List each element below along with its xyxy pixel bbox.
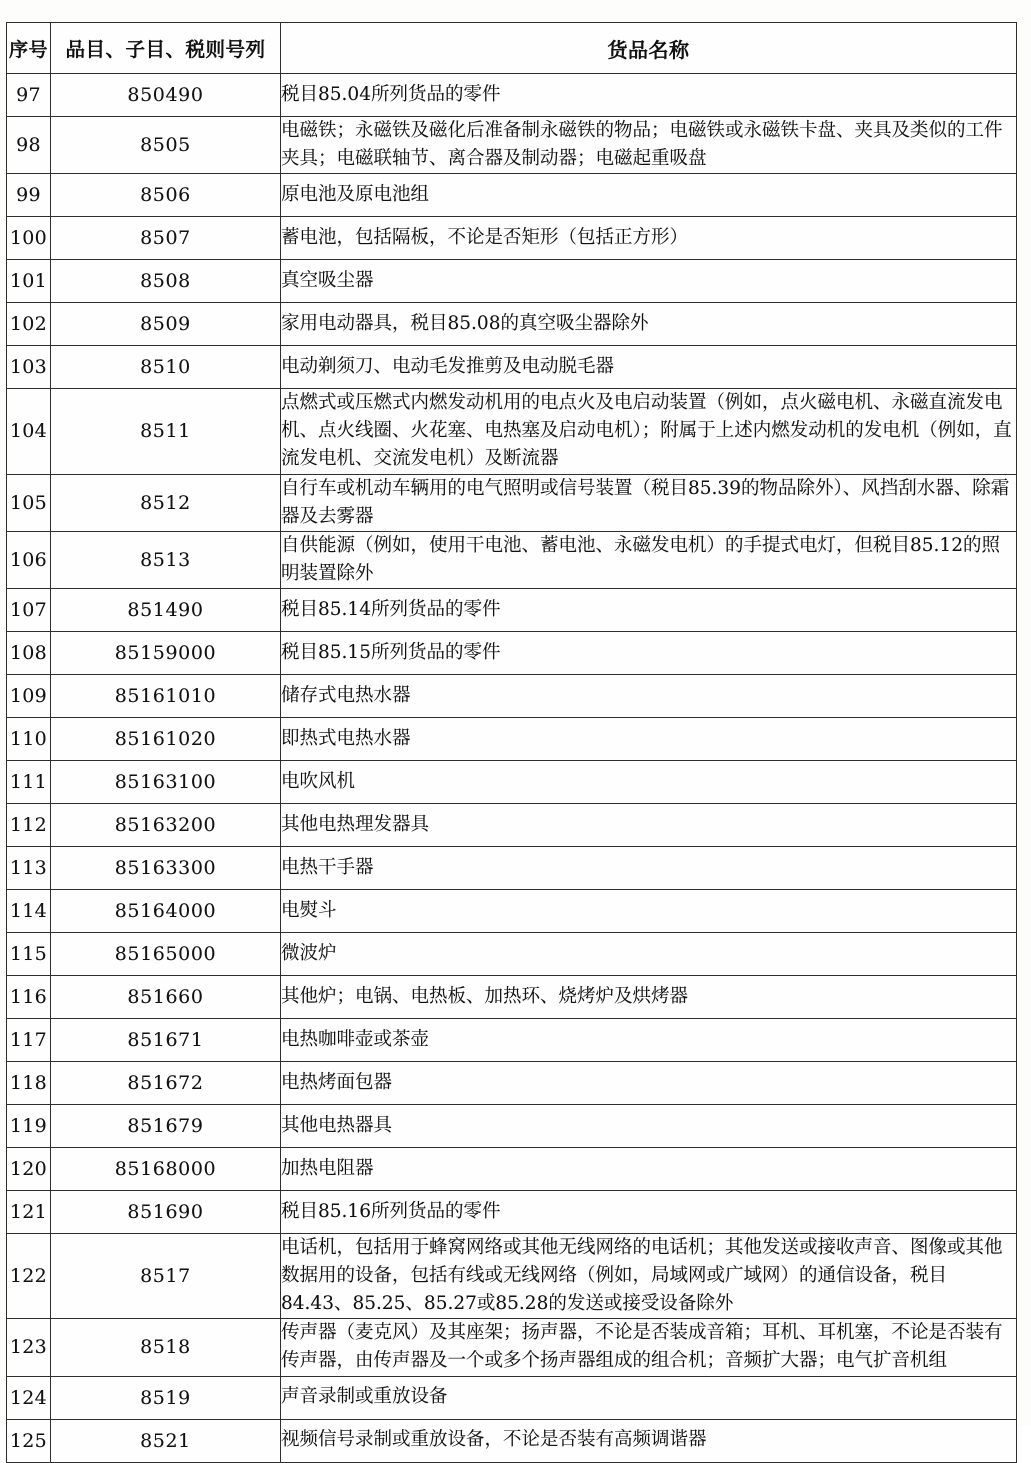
table-row bbox=[7, 260, 1017, 303]
table-row bbox=[7, 174, 1017, 217]
cell-goods-name: 即热式电热水器 bbox=[281, 717, 1017, 760]
cell-tariff-code: 8506 bbox=[51, 174, 281, 217]
table-row bbox=[7, 217, 1017, 260]
cell-sequence: 115 bbox=[7, 932, 51, 975]
cell-goods-name: 税目85.15所列货品的零件 bbox=[281, 631, 1017, 674]
table-row bbox=[7, 389, 1017, 474]
cell-goods-name: 电热烤面包器 bbox=[281, 1061, 1017, 1104]
cell-goods-name: 加热电阻器 bbox=[281, 1147, 1017, 1190]
cell-tariff-code: 85168000 bbox=[51, 1147, 281, 1190]
cell-tariff-code: 85161010 bbox=[51, 674, 281, 717]
table-row bbox=[7, 889, 1017, 932]
cell-tariff-code: 85165000 bbox=[51, 932, 281, 975]
cell-goods-name: 电磁铁；永磁铁及磁化后准备制永磁铁的物品；电磁铁或永磁铁卡盘、夹具及类似的工件夹具；电磁联轴节、离合器及制动器；电磁起重吸盘 bbox=[281, 117, 1017, 174]
cell-sequence: 102 bbox=[7, 303, 51, 346]
cell-sequence: 108 bbox=[7, 631, 51, 674]
cell-sequence: 98 bbox=[7, 117, 51, 174]
cell-sequence: 122 bbox=[7, 1233, 51, 1318]
cell-goods-name: 电话机，包括用于蜂窝网络或其他无线网络的电话机；其他发送或接收声音、图像或其他数据用的设备，包括有线或无线网络（例如，局域网或广域网）的通信设备，税目84.43、85.25、85.27或85.28的发送或接受设备除外 bbox=[281, 1233, 1017, 1318]
cell-tariff-code: 8510 bbox=[51, 346, 281, 389]
cell-sequence: 121 bbox=[7, 1190, 51, 1233]
cell-goods-name: 税目85.14所列货品的零件 bbox=[281, 588, 1017, 631]
cell-goods-name: 微波炉 bbox=[281, 932, 1017, 975]
cell-sequence: 99 bbox=[7, 174, 51, 217]
table-row bbox=[7, 1018, 1017, 1061]
cell-goods-name: 税目85.16所列货品的零件 bbox=[281, 1190, 1017, 1233]
cell-goods-name: 储存式电热水器 bbox=[281, 674, 1017, 717]
cell-goods-name: 电熨斗 bbox=[281, 889, 1017, 932]
table-row bbox=[7, 674, 1017, 717]
cell-sequence: 114 bbox=[7, 889, 51, 932]
table-row bbox=[7, 1104, 1017, 1147]
cell-sequence: 112 bbox=[7, 803, 51, 846]
cell-goods-name: 声音录制或重放设备 bbox=[281, 1376, 1017, 1419]
cell-tariff-code: 8512 bbox=[51, 474, 281, 531]
column-header-sequence: 序号 bbox=[7, 23, 51, 74]
cell-sequence: 113 bbox=[7, 846, 51, 889]
cell-goods-name: 其他炉；电锅、电热板、加热环、烧烤炉及烘烤器 bbox=[281, 975, 1017, 1018]
table-header bbox=[7, 23, 1017, 74]
cell-tariff-code: 851679 bbox=[51, 1104, 281, 1147]
header-row bbox=[7, 23, 1017, 74]
cell-goods-name: 原电池及原电池组 bbox=[281, 174, 1017, 217]
table-body bbox=[7, 74, 1017, 1463]
table-row bbox=[7, 474, 1017, 531]
cell-goods-name: 自行车或机动车辆用的电气照明或信号装置（税目85.39的物品除外）、风挡刮水器、除霜器及去雾器 bbox=[281, 474, 1017, 531]
cell-sequence: 104 bbox=[7, 389, 51, 474]
cell-goods-name: 电热干手器 bbox=[281, 846, 1017, 889]
cell-sequence: 111 bbox=[7, 760, 51, 803]
cell-goods-name: 蓄电池，包括隔板，不论是否矩形（包括正方形） bbox=[281, 217, 1017, 260]
table-row bbox=[7, 760, 1017, 803]
cell-tariff-code: 85163100 bbox=[51, 760, 281, 803]
cell-sequence: 124 bbox=[7, 1376, 51, 1419]
cell-tariff-code: 8507 bbox=[51, 217, 281, 260]
cell-tariff-code: 85161020 bbox=[51, 717, 281, 760]
cell-tariff-code: 8517 bbox=[51, 1233, 281, 1318]
cell-goods-name: 其他电热器具 bbox=[281, 1104, 1017, 1147]
cell-sequence: 117 bbox=[7, 1018, 51, 1061]
table-row bbox=[7, 1190, 1017, 1233]
cell-sequence: 125 bbox=[7, 1419, 51, 1462]
cell-sequence: 103 bbox=[7, 346, 51, 389]
cell-sequence: 110 bbox=[7, 717, 51, 760]
cell-goods-name: 电热咖啡壶或茶壶 bbox=[281, 1018, 1017, 1061]
cell-sequence: 119 bbox=[7, 1104, 51, 1147]
table-row bbox=[7, 346, 1017, 389]
table-row bbox=[7, 1376, 1017, 1419]
cell-sequence: 97 bbox=[7, 74, 51, 117]
cell-tariff-code: 8518 bbox=[51, 1319, 281, 1376]
cell-tariff-code: 8505 bbox=[51, 117, 281, 174]
cell-sequence: 100 bbox=[7, 217, 51, 260]
cell-tariff-code: 851671 bbox=[51, 1018, 281, 1061]
table-row bbox=[7, 631, 1017, 674]
table-row bbox=[7, 117, 1017, 174]
cell-tariff-code: 8511 bbox=[51, 389, 281, 474]
cell-tariff-code: 85163300 bbox=[51, 846, 281, 889]
tariff-table-container bbox=[6, 22, 1016, 1463]
table-row bbox=[7, 975, 1017, 1018]
column-header-goods-name: 货品名称 bbox=[281, 23, 1017, 74]
cell-goods-name: 视频信号录制或重放设备，不论是否装有高频调谐器 bbox=[281, 1419, 1017, 1462]
cell-sequence: 105 bbox=[7, 474, 51, 531]
cell-sequence: 123 bbox=[7, 1319, 51, 1376]
cell-tariff-code: 851690 bbox=[51, 1190, 281, 1233]
table-row bbox=[7, 1319, 1017, 1376]
cell-sequence: 107 bbox=[7, 588, 51, 631]
column-header-tariff-code: 品目、子目、税则号列 bbox=[51, 23, 281, 74]
table-row bbox=[7, 932, 1017, 975]
cell-tariff-code: 85163200 bbox=[51, 803, 281, 846]
table-row bbox=[7, 1233, 1017, 1318]
table-row bbox=[7, 1061, 1017, 1104]
cell-goods-name: 传声器（麦克风）及其座架；扬声器，不论是否装成音箱；耳机、耳机塞，不论是否装有传声器，由传声器及一个或多个扬声器组成的组合机；音频扩大器；电气扩音机组 bbox=[281, 1319, 1017, 1376]
cell-sequence: 116 bbox=[7, 975, 51, 1018]
cell-sequence: 109 bbox=[7, 674, 51, 717]
cell-tariff-code: 851672 bbox=[51, 1061, 281, 1104]
table-row bbox=[7, 1419, 1017, 1462]
cell-goods-name: 家用电动器具，税目85.08的真空吸尘器除外 bbox=[281, 303, 1017, 346]
cell-tariff-code: 8513 bbox=[51, 531, 281, 588]
cell-sequence: 118 bbox=[7, 1061, 51, 1104]
cell-sequence: 101 bbox=[7, 260, 51, 303]
cell-goods-name: 真空吸尘器 bbox=[281, 260, 1017, 303]
cell-sequence: 120 bbox=[7, 1147, 51, 1190]
cell-tariff-code: 8509 bbox=[51, 303, 281, 346]
cell-tariff-code: 850490 bbox=[51, 74, 281, 117]
table-row bbox=[7, 846, 1017, 889]
cell-tariff-code: 85159000 bbox=[51, 631, 281, 674]
cell-goods-name: 税目85.04所列货品的零件 bbox=[281, 74, 1017, 117]
table-row bbox=[7, 74, 1017, 117]
cell-goods-name: 点燃式或压燃式内燃发动机用的电点火及电启动装置（例如，点火磁电机、永磁直流发电机、点火线圈、火花塞、电热塞及启动电机）；附属于上述内燃发动机的发电机（例如，直流发电机、交流发电机）及断流器 bbox=[281, 389, 1017, 474]
cell-sequence: 106 bbox=[7, 531, 51, 588]
cell-goods-name: 电吹风机 bbox=[281, 760, 1017, 803]
cell-tariff-code: 85164000 bbox=[51, 889, 281, 932]
cell-goods-name: 电动剃须刀、电动毛发推剪及电动脱毛器 bbox=[281, 346, 1017, 389]
tariff-table bbox=[6, 22, 1017, 1463]
table-row bbox=[7, 1147, 1017, 1190]
table-row bbox=[7, 803, 1017, 846]
cell-tariff-code: 851660 bbox=[51, 975, 281, 1018]
table-row bbox=[7, 717, 1017, 760]
cell-goods-name: 其他电热理发器具 bbox=[281, 803, 1017, 846]
cell-tariff-code: 8519 bbox=[51, 1376, 281, 1419]
cell-tariff-code: 8521 bbox=[51, 1419, 281, 1462]
table-row bbox=[7, 303, 1017, 346]
table-row bbox=[7, 588, 1017, 631]
cell-goods-name: 自供能源（例如，使用干电池、蓄电池、永磁发电机）的手提式电灯，但税目85.12的照明装置除外 bbox=[281, 531, 1017, 588]
table-row bbox=[7, 531, 1017, 588]
cell-tariff-code: 8508 bbox=[51, 260, 281, 303]
cell-tariff-code: 851490 bbox=[51, 588, 281, 631]
